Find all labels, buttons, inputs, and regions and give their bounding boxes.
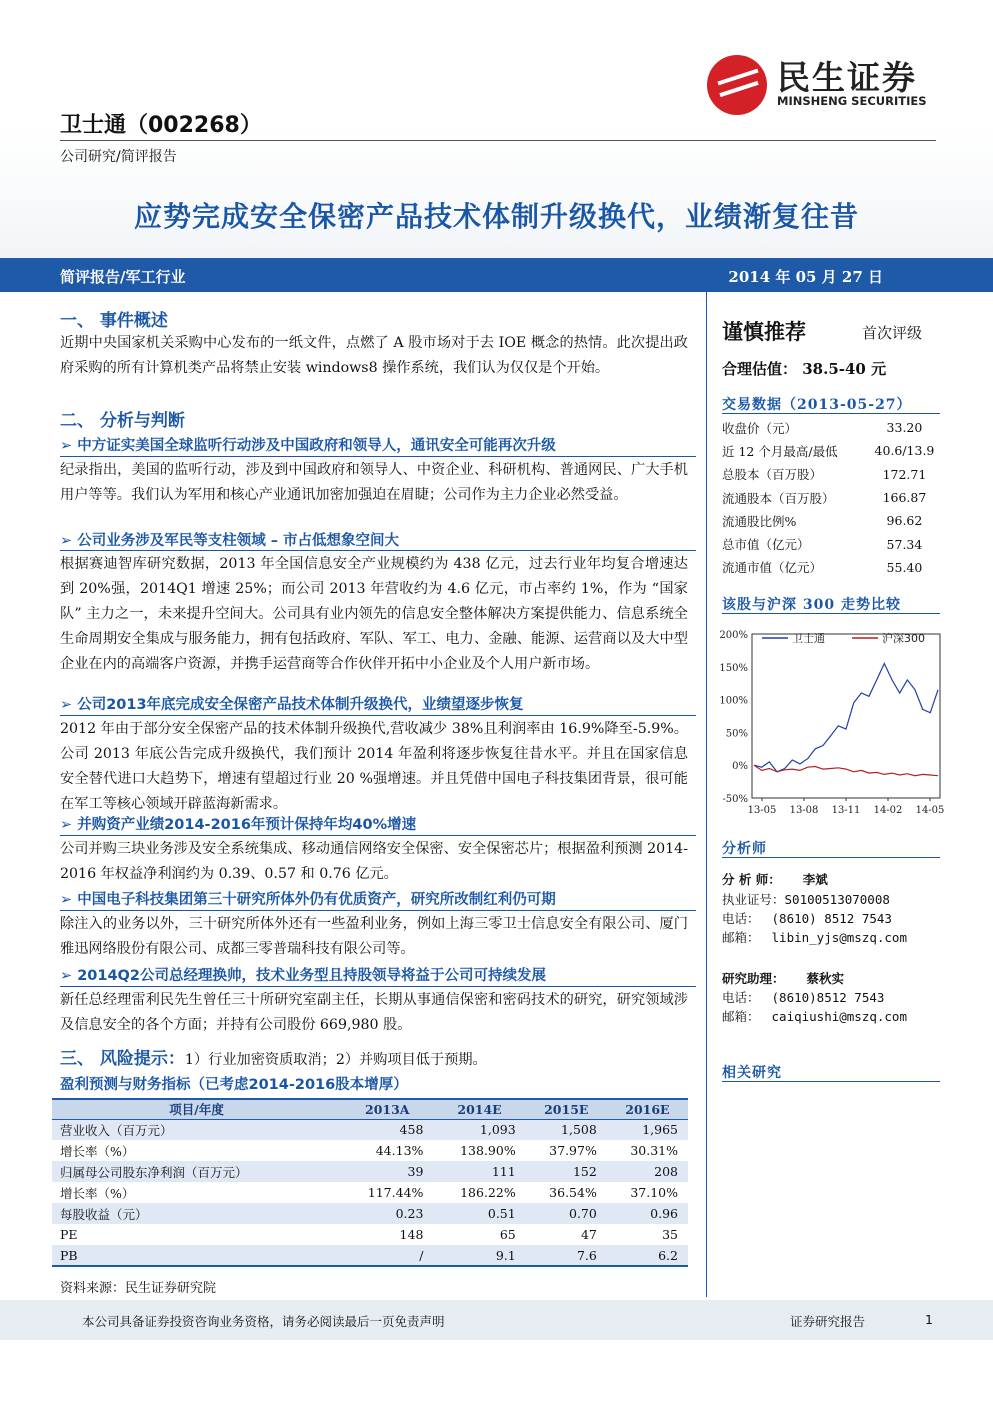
analyst-block <box>722 870 952 1026</box>
bullet-3: ➢ 公司2013年底完成安全保密产品技术体制升级换代，业绩望逐步恢复 <box>60 697 524 713</box>
assistant-email-label: 邮箱： <box>722 1009 760 1024</box>
legend-label: 卫士通 <box>792 632 825 645</box>
fin-cell: 138.90% <box>460 1143 516 1158</box>
x-tick-label: 14-02 <box>873 805 903 816</box>
fin-cell: 36.54% <box>549 1185 597 1200</box>
bullet-4-rule <box>60 835 696 836</box>
fin-cell: 9.1 <box>433 1245 525 1266</box>
fin-cell: 37.10% <box>630 1185 678 1200</box>
chart-legend <box>762 631 925 645</box>
analyst-email-label: 邮箱： <box>722 930 760 945</box>
chart-title: 该股与沪深 300 走势比较 <box>722 597 901 613</box>
analyst-name-label: 分 析 师： <box>722 872 781 887</box>
category-label: 简评报告/军工行业 <box>60 268 186 286</box>
bullet-1-rule <box>60 456 696 457</box>
fin-cell: 每股收益（元） <box>52 1203 341 1224</box>
fin-cell: 增长率（%） <box>60 1185 135 1201</box>
para-4: 公司并购三块业务涉及安全系统集成、移动通信网络安全保密、安全保密芯片；根据盈利预测 2014-2016 年权益净利润约为 0.39、0.57 和 0.76 亿元。 <box>60 841 688 882</box>
fin-cell: 37.97% <box>549 1143 597 1158</box>
fin-cell: 增长率（%） <box>60 1143 135 1159</box>
fin-cell: PB <box>52 1245 341 1266</box>
financial-table <box>52 1098 688 1267</box>
assistant-email[interactable]: caiqiushi@mszq.com <box>771 1009 907 1024</box>
brand-logo <box>707 50 947 120</box>
section-3-title: 三、 风险提示： <box>60 1049 185 1069</box>
table-row <box>52 1245 688 1266</box>
market-value: 55.40 <box>886 559 923 575</box>
market-value: 57.34 <box>886 536 923 552</box>
para-5: 除注入的业务以外，三十研究所体外还有一些盈利业务，例如上海三零卫士信息安全有限公司、厦门雅迅网络股份有限公司、成都三零普瑞科技有限公司等。 <box>60 916 688 957</box>
fin-header-row <box>52 1099 688 1119</box>
fin-header-2016: 2016E <box>607 1099 688 1119</box>
market-value: 40.6/13.9 <box>874 443 935 459</box>
chart-axes <box>719 630 944 816</box>
rating-label: 谨慎推荐 <box>722 320 806 344</box>
logo-en-text: MINSHENG SECURITIES <box>777 94 927 108</box>
market-key: 流通市值（亿元） <box>722 560 823 576</box>
market-value: 172.71 <box>882 466 927 482</box>
fin-cell: 208 <box>607 1161 688 1182</box>
x-tick-label: 13-05 <box>747 805 777 816</box>
fin-cell: 归属母公司股东净利润（百万元） <box>52 1161 341 1182</box>
y-tick-label: 100% <box>719 695 748 707</box>
para-6: 新任总经理雷利民先生曾任三十所研究室副主任，长期从事通信保密和密码技术的研究，研究领域涉及信息安全的各个方面；并持有公司股份 669,980 股。 <box>60 992 688 1033</box>
analyst-cert-label: 执业证号： <box>722 892 785 907</box>
section-1-title: 一、 事件概述 <box>60 311 168 331</box>
x-tick-label: 14-05 <box>915 805 945 816</box>
fin-cell: 117.44% <box>367 1185 424 1200</box>
category-bar <box>0 258 993 292</box>
bullet-2-rule <box>60 550 696 551</box>
report-type: 公司研究/简评报告 <box>60 149 177 165</box>
report-title: 应势完成安全保密产品技术体制升级换代，业绩渐复往昔 <box>133 200 859 233</box>
related-research-rule <box>722 1081 940 1082</box>
fin-cell: 0.23 <box>341 1203 433 1224</box>
market-title-rule <box>722 413 940 414</box>
fin-cell: 7.6 <box>526 1245 607 1266</box>
fin-cell: 152 <box>526 1161 607 1182</box>
bullet-3-rule <box>60 715 696 716</box>
table-row <box>722 509 942 532</box>
market-table <box>722 416 942 579</box>
market-key: 近 12 个月最高/最低 <box>722 443 838 459</box>
section-1-text: 近期中央国家机关采购中心发布的一纸文件，点燃了 A 股市场对于去 IOE 概念的热情。此次提出政府采购的所有计算机类产品将禁止安装 windows8 操作系统，我们认为仅仅是个开始。 <box>60 335 688 376</box>
bullet-1: ➢ 中方证实美国全球监听行动涉及中国政府和领导人，通讯安全可能再次升级 <box>60 438 556 454</box>
bullet-4: ➢ 并购资产业绩2014-2016年预计保持年均40%增速 <box>60 817 417 833</box>
section-2-title: 二、 分析与判断 <box>60 411 185 431</box>
table-row <box>722 486 942 509</box>
fin-cell: 47 <box>580 1227 597 1242</box>
analyst-title: 分析师 <box>722 841 767 857</box>
table-row <box>52 1140 688 1161</box>
y-tick-label: 150% <box>719 662 748 674</box>
fin-cell: 30.31% <box>630 1143 678 1158</box>
fin-cell: 0.70 <box>526 1203 607 1224</box>
fin-cell: 44.13% <box>375 1143 424 1158</box>
fin-cell: 0.96 <box>607 1203 688 1224</box>
fin-cell: 1,093 <box>433 1119 525 1140</box>
table-row <box>52 1203 688 1224</box>
fin-header-2015: 2015E <box>526 1099 607 1119</box>
logo-mark-icon <box>707 55 767 115</box>
analyst-name: 李斌 <box>802 872 828 887</box>
fin-cell: 1,508 <box>526 1119 607 1140</box>
market-key: 收盘价（元） <box>722 420 798 436</box>
fin-cell: 0.51 <box>433 1203 525 1224</box>
section-3 <box>60 1044 487 1069</box>
price-comparison-chart <box>712 620 948 830</box>
para-2: 根据赛迪智库研究数据，2013 年全国信息安全产业规模约为 438 亿元，过去行业年均复合增速达到 20%强，2014Q1 增速 25%；而公司 2013 年营收约为 4.6 亿元，市占率约 1%，作为 “国家队” 主力之一，未来提升空间大。公司具有业内领先的信息安全整体解决方案提供能力、信息系统全生命周期安全集成与服务能力，拥有包括政府、军队、军工、电力、金融、能源、运营商以及大中型企业在内的高端客户资源，并携手运营商等合作伙伴开拓中小企业及个人用户新市场。 <box>60 556 688 672</box>
fin-cell: 1,965 <box>607 1119 688 1140</box>
table-row <box>52 1119 688 1140</box>
fin-cell: 6.2 <box>607 1245 688 1266</box>
analyst-phone-label: 电话： <box>722 911 760 926</box>
para-1: 纪录指出，美国的监听行动，涉及到中国政府和领导人、中资企业、科研机构、普通网民、广大手机用户等等。我们认为军用和核心产业通讯加密加强迫在眉睫；公司作为主力企业必然受益。 <box>60 462 688 503</box>
market-value: 166.87 <box>882 490 927 506</box>
fin-cell: PE <box>60 1227 78 1242</box>
market-key: 流通股比例% <box>722 513 797 529</box>
fin-header-2014: 2014E <box>433 1099 525 1119</box>
market-title: 交易数据（2013-05-27） <box>722 397 912 413</box>
para-3: 2012 年由于部分安全保密产品的技术体制升级换代,营收减少 38%且利润率由 16.9%降至-5.9%。公司 2013 年底公告完成升级换代，我们预计 2014 年盈利将逐步恢复往昔水平。并且在国家信息安全替代进口大趋势下，增速有望超过行业 20 %强增速。并且凭借中国电子科技集团背景，很可能在军工等核心领域开辟蓝海新需求。 <box>60 721 688 812</box>
bullet-5-rule <box>60 910 696 911</box>
page-number: 1 <box>925 1312 933 1327</box>
market-key: 总股本（百万股） <box>722 467 823 483</box>
x-tick-label: 13-11 <box>831 805 861 816</box>
assistant-label: 研究助理： <box>722 971 785 986</box>
footer-disclaimer: 本公司具备证券投资咨询业务资格，请务必阅读最后一页免责声明 <box>82 1314 445 1329</box>
fin-cell: / <box>341 1245 433 1266</box>
report-date: 2014 年 05 月 27 日 <box>728 268 883 286</box>
analyst-email[interactable]: libin_yjs@mszq.com <box>771 930 907 945</box>
series-line-0 <box>754 664 938 772</box>
column-divider <box>706 292 707 1297</box>
assistant-name: 蔡秋实 <box>806 971 845 986</box>
table-row <box>722 556 942 579</box>
table-row <box>722 463 942 486</box>
assistant-phone-label: 电话： <box>722 990 760 1005</box>
fin-source: 资料来源：民生证券研究院 <box>60 1281 217 1296</box>
bullet-6: ➢ 2014Q2公司总经理换帅，技术业务型且持股领导将益于公司可持续发展 <box>60 968 546 984</box>
valuation: 合理估值： 38.5-40 元 <box>722 360 887 378</box>
market-key: 总市值（亿元） <box>722 537 810 553</box>
market-value: 33.20 <box>886 420 923 436</box>
table-row <box>52 1161 688 1182</box>
legend-label: 沪深300 <box>882 632 925 645</box>
table-row <box>52 1182 688 1203</box>
bullet-5: ➢ 中国电子科技集团第三十研究所体外仍有优质资产，研究所改制红利仍可期 <box>60 892 556 908</box>
y-tick-label: 50% <box>725 728 748 740</box>
rating-first: 首次评级 <box>862 324 923 342</box>
fin-cell: 186.22% <box>460 1185 516 1200</box>
chart-lines <box>754 664 938 776</box>
section-3-text: 1）行业加密资质取消；2）并购项目低于预期。 <box>184 1052 487 1068</box>
chart-title-rule <box>722 613 940 614</box>
fin-cell: 148 <box>399 1227 424 1242</box>
fin-cell: 39 <box>341 1161 433 1182</box>
table-row <box>722 532 942 555</box>
fin-cell: 111 <box>433 1161 525 1182</box>
fin-header-item: 项目/年度 <box>52 1099 341 1119</box>
market-key: 流通股本（百万股） <box>722 490 835 506</box>
related-research-title: 相关研究 <box>722 1065 782 1081</box>
fin-cell: 458 <box>341 1119 433 1140</box>
fin-cell: 65 <box>499 1227 516 1242</box>
company-name: 卫士通（002268） <box>60 113 262 138</box>
plot-frame <box>752 634 940 798</box>
header-rule <box>60 140 936 141</box>
analyst-phone: (8610) 8512 7543 <box>771 911 892 926</box>
table-row <box>722 439 942 462</box>
assistant-phone: (8610)8512 7543 <box>771 990 885 1005</box>
x-tick-label: 13-08 <box>789 805 819 816</box>
fin-table-title: 盈利预测与财务指标（已考虑2014-2016股本增厚） <box>60 1077 408 1093</box>
table-row <box>722 416 942 439</box>
analyst-title-rule <box>722 857 940 858</box>
market-value: 96.62 <box>886 513 923 529</box>
y-tick-label: 200% <box>719 630 748 641</box>
logo-cn-text: 民生证券 <box>777 58 917 97</box>
fin-cell: 营业收入（百万元） <box>52 1119 341 1140</box>
fin-cell: 35 <box>662 1227 678 1242</box>
y-tick-label: -50% <box>722 794 748 805</box>
y-tick-label: 0% <box>732 761 748 773</box>
series-line-1 <box>754 765 938 776</box>
bullet-6-rule <box>60 986 696 987</box>
analyst-cert: S0100513070008 <box>784 892 890 907</box>
table-row <box>52 1224 688 1245</box>
bullet-2: ➢ 公司业务涉及军民等支柱领域 – 市占低想象空间大 <box>60 533 400 549</box>
footer-label: 证券研究报告 <box>790 1314 866 1329</box>
fin-header-2013: 2013A <box>341 1099 433 1119</box>
